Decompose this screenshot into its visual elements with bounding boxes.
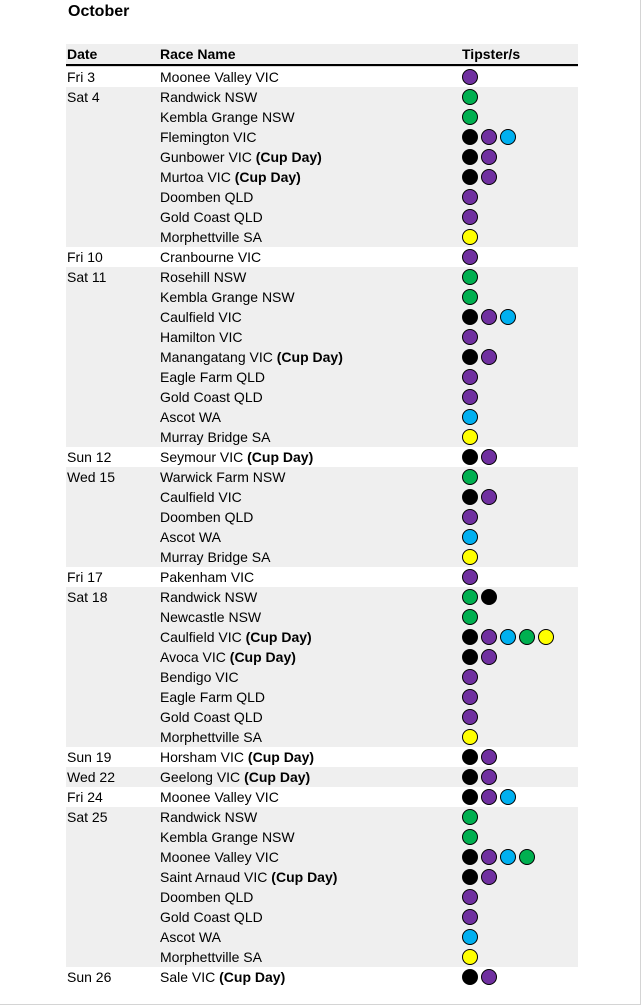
table-header <box>66 44 578 66</box>
table-row <box>66 287 578 307</box>
race-name-cell <box>160 248 261 266</box>
tipster-dots <box>462 489 497 505</box>
race-name-cell <box>160 968 285 986</box>
race-name: Moonee Valley VIC <box>160 69 279 85</box>
race-name: Caulfield VIC <box>160 629 242 645</box>
race-name-cell <box>160 588 257 606</box>
header-tipsters: Tipster/s <box>462 46 521 62</box>
tipster-dots <box>462 309 516 325</box>
table-row <box>66 107 578 127</box>
table-row <box>66 207 578 227</box>
race-name-cell <box>160 608 261 626</box>
tipster-purple-dot <box>481 489 497 505</box>
race-name-cell <box>160 948 262 966</box>
race-table <box>66 66 578 987</box>
tipster-dots <box>462 389 478 405</box>
tipster-dots <box>462 289 478 305</box>
cup-day-label: (Cup Day) <box>219 969 286 985</box>
tipster-purple-dot <box>481 769 497 785</box>
tipster-green-dot <box>462 829 478 845</box>
table-row <box>66 667 578 687</box>
tipster-blue-dot <box>500 309 516 325</box>
tipster-purple-dot <box>481 129 497 145</box>
tipster-dots <box>462 969 497 985</box>
race-name: Caulfield VIC <box>160 489 242 505</box>
race-name: Caulfield VIC <box>160 309 242 325</box>
table-row <box>66 587 578 607</box>
tipster-purple-dot <box>481 349 497 365</box>
race-name-cell <box>160 408 221 426</box>
race-name: Avoca VIC <box>160 649 226 665</box>
race-name: Gold Coast QLD <box>160 209 263 225</box>
table-row <box>66 427 578 447</box>
race-name-cell <box>160 428 270 446</box>
tipster-purple-dot <box>481 849 497 865</box>
race-name: Eagle Farm QLD <box>160 689 266 705</box>
race-name-cell <box>160 528 221 546</box>
race-name: Morphettville SA <box>160 949 262 965</box>
tipster-green-dot <box>519 849 535 865</box>
tipster-purple-dot <box>481 749 497 765</box>
table-row <box>66 787 578 807</box>
race-name-cell <box>160 188 253 206</box>
tipster-dots <box>462 329 478 345</box>
tipster-purple-dot <box>481 629 497 645</box>
tipster-yellow-dot <box>462 429 478 445</box>
tipster-purple-dot <box>462 209 478 225</box>
race-name: Bendigo VIC <box>160 669 239 685</box>
header-race-name: Race Name <box>160 46 236 62</box>
race-name: Murray Bridge SA <box>160 429 271 445</box>
table-row <box>66 607 578 627</box>
tipster-dots <box>462 709 478 725</box>
tipster-purple-dot <box>481 149 497 165</box>
race-name-cell <box>160 368 265 386</box>
table-row <box>66 547 578 567</box>
race-date: Sat 25 <box>67 809 108 825</box>
tipster-purple-dot <box>481 449 497 465</box>
race-name: Moonee Valley VIC <box>160 849 279 865</box>
tipster-blue-dot <box>500 129 516 145</box>
table-row <box>66 887 578 907</box>
race-name-cell <box>160 508 253 526</box>
tipster-dots <box>462 169 497 185</box>
race-name-cell <box>160 648 296 666</box>
tipster-dots <box>462 809 478 825</box>
race-name: Doomben QLD <box>160 509 254 525</box>
race-name: Ascot WA <box>160 409 221 425</box>
table-row <box>66 327 578 347</box>
tipster-dots <box>462 789 516 805</box>
race-name-cell <box>160 548 270 566</box>
tipster-dots <box>462 509 478 525</box>
tipster-black-dot <box>462 869 478 885</box>
tipster-dots <box>462 689 478 705</box>
tipster-dots <box>462 209 478 225</box>
tipster-black-dot <box>462 749 478 765</box>
tipster-purple-dot <box>481 969 497 985</box>
race-name-cell <box>160 788 279 806</box>
table-row <box>66 867 578 887</box>
tipster-dots <box>462 469 478 485</box>
tipster-blue-dot <box>462 929 478 945</box>
table-row <box>66 147 578 167</box>
tipster-black-dot <box>462 169 478 185</box>
race-name: Doomben QLD <box>160 189 254 205</box>
table-row <box>66 507 578 527</box>
race-date: Sun 26 <box>67 969 112 985</box>
tipster-dots <box>462 529 478 545</box>
tipster-dots <box>462 369 478 385</box>
tipster-purple-dot <box>462 509 478 525</box>
table-row <box>66 967 578 987</box>
tipster-dots <box>462 869 497 885</box>
tipster-dots <box>462 949 478 965</box>
header-date: Date <box>67 46 98 62</box>
tipster-dots <box>462 69 478 85</box>
race-name-cell <box>160 168 301 186</box>
race-name-cell <box>160 228 262 246</box>
table-row <box>66 627 578 647</box>
race-name-cell <box>160 128 256 146</box>
table-row <box>66 487 578 507</box>
race-name: Kembla Grange NSW <box>160 289 295 305</box>
table-row <box>66 527 578 547</box>
tipster-black-dot <box>462 649 478 665</box>
race-name-cell <box>160 328 242 346</box>
race-name-cell <box>160 288 295 306</box>
tipster-dots <box>462 249 478 265</box>
tipster-black-dot <box>462 629 478 645</box>
table-row <box>66 847 578 867</box>
race-name: Gunbower VIC <box>160 149 252 165</box>
race-name-cell <box>160 468 285 486</box>
race-name: Kembla Grange NSW <box>160 109 295 125</box>
race-name-cell <box>160 728 262 746</box>
table-row <box>66 927 578 947</box>
tipster-blue-dot <box>500 849 516 865</box>
tipster-dots <box>462 909 478 925</box>
tipster-dots <box>462 829 478 845</box>
table-row <box>66 387 578 407</box>
tipster-black-dot <box>481 589 497 605</box>
table-row <box>66 347 578 367</box>
race-name: Geelong VIC <box>160 769 241 785</box>
tipster-black-dot <box>462 789 478 805</box>
tipster-dots <box>462 769 497 785</box>
tipster-black-dot <box>462 449 478 465</box>
race-name-cell <box>160 568 254 586</box>
tipster-dots <box>462 409 478 425</box>
race-name-cell <box>160 768 310 786</box>
race-date: Fri 10 <box>67 249 103 265</box>
tipster-purple-dot <box>462 889 478 905</box>
tipster-dots <box>462 429 478 445</box>
tipster-dots <box>462 889 478 905</box>
tipster-purple-dot <box>481 309 497 325</box>
tipster-dots <box>462 449 497 465</box>
tipster-dots <box>462 229 478 245</box>
tipster-yellow-dot <box>538 629 554 645</box>
tipster-dots <box>462 149 497 165</box>
tipster-green-dot <box>519 629 535 645</box>
table-row <box>66 907 578 927</box>
tipster-dots <box>462 929 478 945</box>
table-row <box>66 567 578 587</box>
race-name: Morphettville SA <box>160 229 262 245</box>
race-name-cell <box>160 628 312 646</box>
table-row <box>66 87 578 107</box>
tipster-purple-dot <box>462 249 478 265</box>
race-name: Saint Arnaud VIC <box>160 869 268 885</box>
table-row <box>66 447 578 467</box>
race-name-cell <box>160 68 279 86</box>
tipster-dots <box>462 349 497 365</box>
race-name-cell <box>160 708 263 726</box>
table-row <box>66 167 578 187</box>
table-row <box>66 187 578 207</box>
race-date: Sun 19 <box>67 749 112 765</box>
race-name-cell <box>160 748 314 766</box>
table-row <box>66 827 578 847</box>
tipster-purple-dot <box>462 369 478 385</box>
tipster-dots <box>462 589 497 605</box>
table-row <box>66 807 578 827</box>
tipster-yellow-dot <box>462 729 478 745</box>
tipster-dots <box>462 549 478 565</box>
table-row <box>66 407 578 427</box>
tipster-purple-dot <box>481 789 497 805</box>
table-row <box>66 66 578 87</box>
table-row <box>66 747 578 767</box>
tipster-green-dot <box>462 289 478 305</box>
race-name: Pakenham VIC <box>160 569 255 585</box>
race-name: Newcastle NSW <box>160 609 262 625</box>
tipster-yellow-dot <box>462 949 478 965</box>
cup-day-label: (Cup Day) <box>229 649 296 665</box>
tipster-purple-dot <box>481 869 497 885</box>
tipster-black-dot <box>462 309 478 325</box>
table-row <box>66 367 578 387</box>
tipster-blue-dot <box>462 409 478 425</box>
race-name: Murtoa VIC <box>160 169 231 185</box>
tipster-purple-dot <box>462 329 478 345</box>
tipster-purple-dot <box>462 69 478 85</box>
race-name: Randwick NSW <box>160 589 258 605</box>
table-row <box>66 127 578 147</box>
race-name: Flemington VIC <box>160 129 257 145</box>
race-name-cell <box>160 808 257 826</box>
cup-day-label: (Cup Day) <box>244 769 311 785</box>
table-row <box>66 727 578 747</box>
tipster-purple-dot <box>462 709 478 725</box>
table-row <box>66 247 578 267</box>
race-name-cell <box>160 868 337 886</box>
tipster-dots <box>462 629 554 645</box>
race-name-cell <box>160 928 221 946</box>
race-date: Sun 12 <box>67 449 112 465</box>
race-name: Rosehill NSW <box>160 269 247 285</box>
tipster-black-dot <box>462 849 478 865</box>
tipster-black-dot <box>462 149 478 165</box>
cup-day-label: (Cup Day) <box>247 449 314 465</box>
cup-day-label: (Cup Day) <box>245 629 312 645</box>
tipster-dots <box>462 129 516 145</box>
cup-day-label: (Cup Day) <box>271 869 338 885</box>
tipster-blue-dot <box>500 789 516 805</box>
tipster-purple-dot <box>481 169 497 185</box>
race-name-cell <box>160 388 263 406</box>
race-date: Wed 15 <box>67 469 115 485</box>
race-name-cell <box>160 148 322 166</box>
race-name: Ascot WA <box>160 529 221 545</box>
race-name: Kembla Grange NSW <box>160 829 295 845</box>
table-row <box>66 307 578 327</box>
tipster-black-dot <box>462 769 478 785</box>
race-name: Randwick NSW <box>160 809 258 825</box>
race-name-cell <box>160 308 242 326</box>
race-name: Randwick NSW <box>160 89 258 105</box>
table-row <box>66 647 578 667</box>
race-name: Warwick Farm NSW <box>160 469 286 485</box>
cup-day-label: (Cup Day) <box>247 749 315 765</box>
cup-day-label: (Cup Day) <box>276 349 343 365</box>
race-name-cell <box>160 88 257 106</box>
race-name: Gold Coast QLD <box>160 709 263 725</box>
table-row <box>66 707 578 727</box>
tipster-dots <box>462 749 497 765</box>
tipster-dots <box>462 849 535 865</box>
race-date: Sat 11 <box>67 269 107 285</box>
tipster-green-dot <box>462 89 478 105</box>
race-date: Fri 17 <box>67 569 103 585</box>
race-name: Gold Coast QLD <box>160 389 263 405</box>
race-name-cell <box>160 828 295 846</box>
tipster-purple-dot <box>462 909 478 925</box>
tipster-blue-dot <box>500 629 516 645</box>
race-name-cell <box>160 668 239 686</box>
tipster-purple-dot <box>481 649 497 665</box>
race-date: Wed 22 <box>67 769 115 785</box>
tipster-black-dot <box>462 349 478 365</box>
race-name: Hamilton VIC <box>160 329 243 345</box>
race-name: Eagle Farm QLD <box>160 369 266 385</box>
race-name: Manangatang VIC <box>160 349 273 365</box>
tipster-green-dot <box>462 589 478 605</box>
tipster-purple-dot <box>462 669 478 685</box>
tipster-green-dot <box>462 809 478 825</box>
race-name-cell <box>160 348 343 366</box>
table-row <box>66 467 578 487</box>
table-row <box>66 687 578 707</box>
tipster-dots <box>462 89 478 105</box>
race-name: Seymour VIC <box>160 449 244 465</box>
race-name-cell <box>160 448 313 466</box>
tipster-dots <box>462 729 478 745</box>
tipster-black-dot <box>462 129 478 145</box>
cup-day-label: (Cup Day) <box>255 149 322 165</box>
tipster-dots <box>462 609 478 625</box>
race-name-cell <box>160 208 263 226</box>
table-row <box>66 227 578 247</box>
table-row <box>66 767 578 787</box>
tipster-purple-dot <box>462 689 478 705</box>
race-name: Ascot WA <box>160 929 221 945</box>
tipster-dots <box>462 269 478 285</box>
tipster-green-dot <box>462 469 478 485</box>
race-date: Sat 4 <box>67 89 100 105</box>
race-date: Sat 18 <box>67 589 108 605</box>
race-name: Murray Bridge SA <box>160 549 271 565</box>
race-name: Moonee Valley VIC <box>160 789 279 805</box>
race-name: Gold Coast QLD <box>160 909 263 925</box>
table-row <box>66 947 578 967</box>
race-name-cell <box>160 888 253 906</box>
race-name: Doomben QLD <box>160 889 254 905</box>
race-name: Sale VIC <box>160 969 216 985</box>
tipster-green-dot <box>462 609 478 625</box>
page-title: October <box>68 3 130 20</box>
race-name: Horsham VIC <box>160 749 245 765</box>
tipster-green-dot <box>462 269 478 285</box>
table-row <box>66 267 578 287</box>
race-date: Fri 24 <box>67 789 103 805</box>
tipster-green-dot <box>462 109 478 125</box>
tipster-dots <box>462 189 478 205</box>
race-date: Fri 3 <box>67 69 95 85</box>
tipster-dots <box>462 569 478 585</box>
race-name: Cranbourne VIC <box>160 249 262 265</box>
cup-day-label: (Cup Day) <box>234 169 301 185</box>
race-name-cell <box>160 688 265 706</box>
tipster-purple-dot <box>462 389 478 405</box>
race-name-cell <box>160 108 295 126</box>
race-name: Morphettville SA <box>160 729 262 745</box>
race-name-cell <box>160 908 263 926</box>
race-name-cell <box>160 488 242 506</box>
tipster-blue-dot <box>462 529 478 545</box>
tipster-black-dot <box>462 489 478 505</box>
tipster-purple-dot <box>462 569 478 585</box>
tipster-dots <box>462 109 478 125</box>
race-name-cell <box>160 268 246 286</box>
tipster-black-dot <box>462 969 478 985</box>
tipster-dots <box>462 669 478 685</box>
tipster-dots <box>462 649 497 665</box>
race-name-cell <box>160 848 279 866</box>
tipster-purple-dot <box>462 189 478 205</box>
tipster-yellow-dot <box>462 229 478 245</box>
tipster-yellow-dot <box>462 549 478 565</box>
